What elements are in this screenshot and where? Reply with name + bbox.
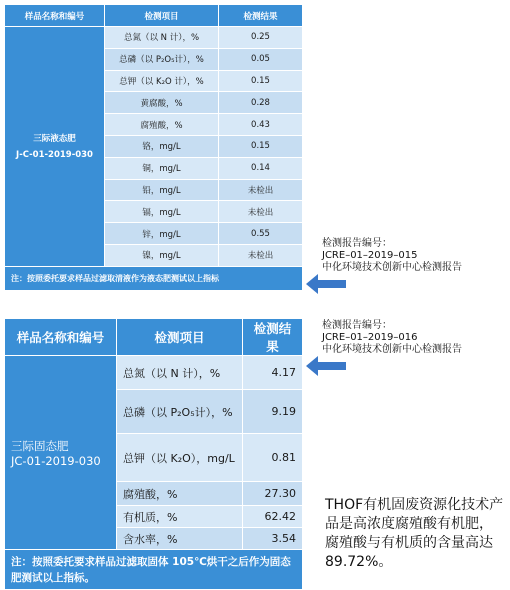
header-result: 检测结果 [243,319,303,356]
header-item: 检测项目 [105,5,219,27]
test-value: 0.43 [219,114,303,136]
test-value: 0.25 [219,27,303,49]
sample-name: 三际液态肥 [33,134,76,145]
solid-fertilizer-table [4,318,303,590]
test-value: 0.15 [219,135,303,157]
test-value: 0.28 [219,92,303,114]
test-value: 62.42 [243,506,303,528]
test-value: 0.05 [219,48,303,70]
header-item: 检测项目 [117,319,243,356]
test-item: 铅，mg/L [105,179,219,201]
test-item: 总氮（以 N 计），% [105,27,219,49]
note-row [5,266,303,290]
note-row [5,550,303,590]
left-arrow-icon [306,356,346,376]
test-value: 9.19 [243,390,303,434]
test-value: 0.14 [219,157,303,179]
test-item: 总磷（以 P₂O₅计），% [105,48,219,70]
sample-code: J-C-01-2019-030 [16,150,93,161]
test-item: 镉，mg/L [105,201,219,223]
header-sample: 样品名称和编号 [5,5,105,27]
report-org: 中化环境技术创新中心检测报告 [322,344,462,355]
test-value: 4.17 [243,356,303,390]
test-item: 黄腐酸，% [105,92,219,114]
sample-name: 三际固态肥 [11,438,69,453]
sample-cell [5,27,105,267]
test-value: 未检出 [219,201,303,223]
liquid-fertilizer-table [4,4,303,291]
report-org: 中化环境技术创新中心检测报告 [322,262,462,273]
header-result: 检测结果 [219,5,303,27]
report-number: JCRE–01–2019–015 [322,250,418,261]
header-sample: 样品名称和编号 [5,319,117,356]
test-item: 铬，mg/L [105,135,219,157]
table-note: 注：按照委托要求样品过滤取清液作为液态肥测试以上指标 [5,266,303,290]
table-note: 注：按照委托要求样品过滤取固体 105℃烘干之后作为固态肥测试以上指标。 [5,550,303,590]
report-number: JCRE–01–2019–016 [322,332,418,343]
test-value: 0.15 [219,70,303,92]
test-item: 铜，mg/L [105,157,219,179]
test-item: 有机质，% [117,506,243,528]
table-row [5,27,303,49]
sample-code: JC-01-2019-030 [11,453,101,468]
report-info-1 [322,238,462,274]
test-item: 镍，mg/L [105,244,219,266]
test-value: 0.55 [219,223,303,245]
test-item: 总磷（以 P₂O₅计），% [117,390,243,434]
test-value: 3.54 [243,528,303,550]
test-item: 总氮（以 N 计），% [117,356,243,390]
test-item: 总钾（以 K₂O），mg/L [117,434,243,482]
test-item: 腐殖酸，% [105,114,219,136]
table-row [5,356,303,390]
test-item: 含水率，% [117,528,243,550]
test-value: 0.81 [243,434,303,482]
test-value: 未检出 [219,179,303,201]
test-item: 锌，mg/L [105,223,219,245]
report-info-2 [322,320,462,356]
report-label: 检测报告编号： [322,320,392,331]
report-label: 检测报告编号： [322,238,392,249]
test-value: 未检出 [219,244,303,266]
sample-cell [5,356,117,550]
product-claim: THOF有机固废资源化技术产品是高浓度腐殖酸有机肥，腐殖酸与有机质的含量高达89.72%。 [325,497,504,570]
test-item: 总钾（以 K₂O 计），% [105,70,219,92]
test-value: 27.30 [243,482,303,506]
test-item: 腐殖酸，% [117,482,243,506]
left-arrow-icon [306,274,346,294]
